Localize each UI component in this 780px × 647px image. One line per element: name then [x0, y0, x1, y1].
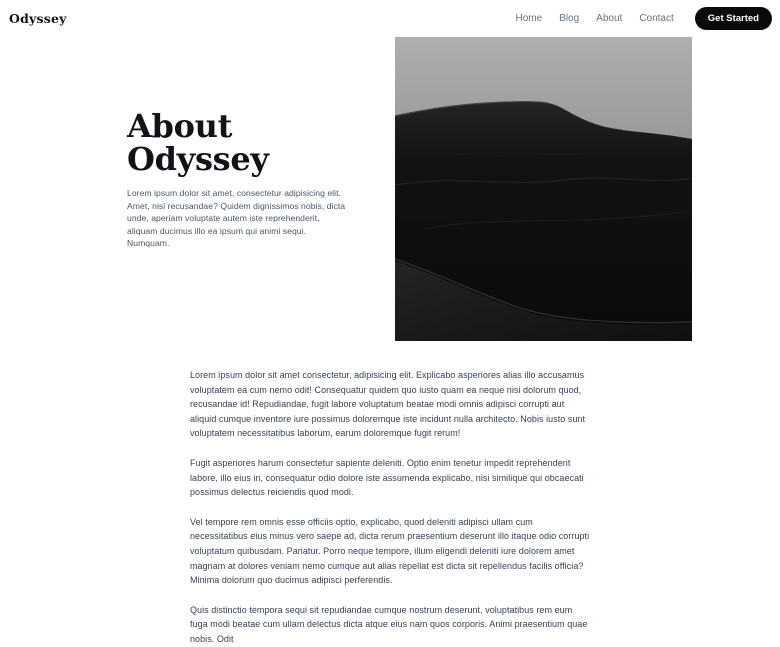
page-title-line2: Odyssey: [127, 140, 269, 178]
hero-image-dunes: [395, 37, 692, 341]
article-body: [190, 341, 590, 647]
top-navbar: [0, 0, 780, 36]
page-title: [127, 107, 349, 178]
article-paragraph-1: Lorem ipsum dolor sit amet consectetur, adipisicing elit. Explicabo asperiores alias illo accusamus voluptatem ea cum nemo odit! Consequatur quidem quo iusto quam ea neque nisi dolorum quod, recusandae id! Repudiandae, fugit labore voluptatum beatae modi omnis adipisci corrupti aut aliquid cumque inventore iure possimus doloremque iste incidunt nulla architecto. Nobis iusto sunt voluptatem necessitatibus laborum, earum doloremque fugit rerum!: [190, 370, 586, 439]
article-paragraph-3: Vel tempore rem omnis esse officiis optio, explicabo, quod deleniti adipisci ullam cum necessitatibus eius minus vero saepe ad, dicta rerum praesentium deserunt illo itaque odio corrupti voluptatum quibusdam. Pariatur. Porro neque tempore, illum eligendi deleniti iure dolorem amet magnam at dolores veniam nemo cumque aut alias repellat est dicta sit repellendus facilis officia? Minima dolorum quo ducimus adipisci perferendis.: [190, 516, 590, 586]
hero-text-column: [127, 107, 349, 250]
nav-link-blog[interactable]: Blog: [559, 12, 580, 24]
nav-link-about[interactable]: About: [596, 12, 623, 24]
brand-logo[interactable]: Odyssey: [9, 10, 67, 26]
hero-section: [0, 36, 780, 341]
nav-links: [515, 7, 772, 30]
get-started-button[interactable]: Get Started: [695, 7, 772, 30]
hero-intro-text: Lorem ipsum dolor sit amet, consectetur adipisicing elit. Amet, nisi recusandae? Quidem dignissimos nobis, dicta unde, aperiam voluptate autem iste reprehenderit, aliquam ducimus illo ea ipsum qui animi sequi. Numquam.: [127, 188, 346, 248]
article-paragraph-2: Fugit asperiores harum consectetur sapiente deleniti. Optio enim tenetur impedit reprehenderit labore, illo eius in, consequatur odio dolore iste assumenda explicabo, nisi similique qui obcaecati possimus delectus reiciendis quod modi.: [190, 457, 584, 498]
page-title-line1: About: [127, 107, 233, 145]
nav-link-contact[interactable]: Contact: [639, 12, 674, 24]
article-paragraph-4: Quis distinctio tempora sequi sit repudiandae cumque nostrum deserunt, voluptatibus rem eum fuga modi beatae cum ullam delectus dicta atque eius nam quos corporis. Animi praesentium quae nobis. Odit: [190, 604, 588, 644]
nav-link-home[interactable]: Home: [515, 12, 543, 24]
dunes-illustration: [395, 37, 692, 341]
